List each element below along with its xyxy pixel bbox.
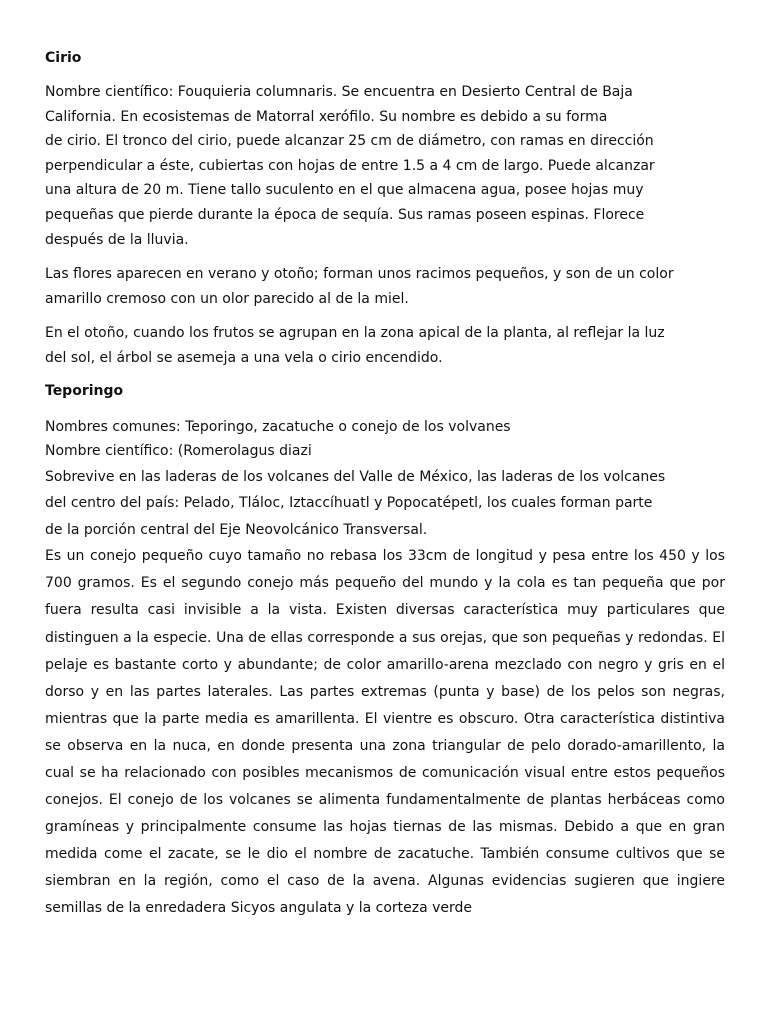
document-page [45,48,725,923]
text-line: Las flores aparecen en verano y otoño; forman unos racimos pequeños, y son de un color [45,266,674,283]
text-line: Nombre científico: (Romerolagus diazi [45,443,312,460]
text-line: del centro del país: Pelado, Tláloc, Iztaccíhuatl y Popocatépetl, los cuales forman parte [45,495,653,512]
text-line: amarillo cremoso con un olor parecido al de la miel. [45,290,409,307]
text-line: Nombres comunes: Teporingo, zacatuche o conejo de los volvanes [45,418,511,435]
cirio-paragraph-2 [45,262,725,311]
text-line: después de la lluvia. [45,231,189,248]
section-title-teporingo: Teporingo [45,382,124,399]
text-line: En el otoño, cuando los frutos se agrupan en la zona apical de la planta, al reflejar la luz [45,325,665,342]
teporingo-common-names [45,415,725,464]
cirio-paragraph-3 [45,321,725,370]
text-line: del sol, el árbol se asemeja a una vela o cirio encendido. [45,349,443,366]
text-line: California. En ecosistemas de Matorral xerófilo. Su nombre es debido a su forma [45,108,608,125]
teporingo-paragraph-1 [45,464,725,544]
section-title-cirio: Cirio [45,50,82,66]
text-line: de la porción central del Eje Neovolcánico Transversal. [45,521,428,538]
text-line: pequeñas que pierde durante la época de sequía. Sus ramas poseen espinas. Florece [45,206,645,223]
text-line: perpendicular a éste, cubiertas con hojas de entre 1.5 a 4 cm de largo. Puede alcanzar [45,157,655,174]
text-line: Sobrevive en las laderas de los volcanes del Valle de México, las laderas de los volcanes [45,468,666,485]
cirio-paragraph-1 [45,80,725,252]
text-line: de cirio. El tronco del cirio, puede alcanzar 25 cm de diámetro, con ramas en dirección [45,133,654,150]
teporingo-paragraph-2: Es un conejo pequeño cuyo tamaño no rebasa los 33cm de longitud y pesa entre los 450 y los 700 gramos. Es el segundo conejo más pequeño del mundo y la cola es tan pequeña que por fuera resulta casi invisible a la vista. Existen diversas característica muy particulares que distinguen a la especie. Una de ellas corresponde a sus orejas, que son pequeñas y redondas. El pelaje es bastante corto y abundante; de color amarillo-arena mezclado con negro y gris en el dorso y en las partes laterales. Las partes extremas (punta y base) de los pelos son negras, mientras que la parte media es amarillenta. El vientre es obscuro. Otra característica distintiva se observa en la nuca, en donde presenta una zona triangular de pelo dorado-amarillento, la cual se ha relacionado con posibles mecanismos de comunicación visual entre estos pequeños conejos. El conejo de los volcanes se alimenta fundamentalmente de plantas herbáceas como gramíneas y principalmente consume las hojas tiernas de las mismas. Debido a que en gran medida come el zacate, se le dio el nombre de zacatuche. También consume cultivos que se siembran en la región, como el caso de la avena. Algunas evidencias sugieren que ingiere semillas de la enredadera Sicyos angulata y la corteza verde [45,548,725,917]
text-line: Nombre científico: Fouquieria columnaris. Se encuentra en Desierto Central de Baja [45,84,633,100]
text-line: una altura de 20 m. Tiene tallo suculento en el que almacena agua, posee hojas muy [45,182,644,199]
